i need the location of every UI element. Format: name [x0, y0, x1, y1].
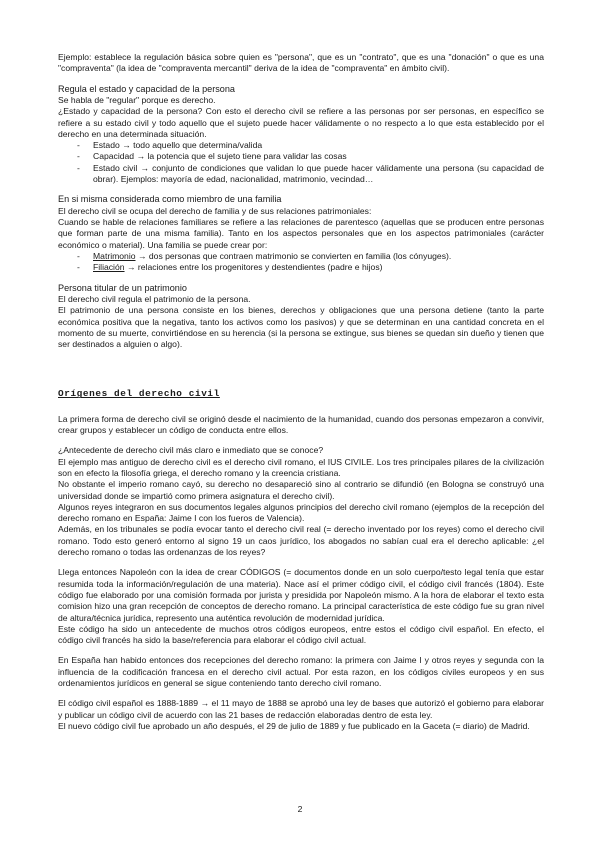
paragraph: Llega entonces Napoleón con la idea de crear CÓDIGOS (= documentos donde en un solo cuerpo/testo legal tenía que estar resumida toda la información/regulación de una materia). Nace así el primer código civil, el código civil francés (1804). Este código fue elaborado por una comisión formada por jurista y presidida por Napoleón mismo. A la hora de elaborar el texto esta comision hizo una gran recepción de conceptos de derecho romano. La principal característica de este código fue su gran nivel de altura/técnica jurídica, represento una auténtica revolución de modernidad jurídica.	[58, 567, 544, 623]
section-title-origenes: Orígenes del derecho civil	[58, 388, 220, 400]
bullet-list	[58, 251, 544, 274]
page-number: 2	[297, 804, 303, 814]
section-heading-familia: En si misma considerada como miembro de una familia	[58, 194, 282, 205]
paragraph: Además, en los tribunales se podía evocar tanto el derecho civil real (= derecho inventado por los reyes) como el derecho civil romano. Todo esto generó entorno al signo 19 un caos jurídico, los abogados no sabían cual era el derecho aplicable: ¿el derecho romano o todas las ordenanzas de los reyes?	[58, 524, 544, 558]
paragraph: El código civil español es 1888-1889 → el 11 mayo de 1888 se aprobó una ley de bases que autorizó el gobierno para elaborar y publicar un código civil de acuerdo con las 21 bases de redacción elaboradas dentro de esta ley.	[58, 698, 544, 720]
term-matrimonio: Matrimonio	[93, 250, 136, 261]
intro-example: Ejemplo: establece la regulación básica sobre quien es "persona", que es un "contrato", que es una "donación" o que es una "compraventa" (la idea de "compraventa mercantil" deriva de la idea de "compraventa" en ámbito civil).	[58, 52, 544, 74]
list-item: - Capacidad → la potencia que el sujeto tiene para validar las cosas	[77, 151, 347, 162]
document-page	[58, 52, 544, 732]
list-item: - Filiación → relaciones entre los progenitores y destendientes (padre e hijos)	[77, 262, 383, 273]
list-item: - Estado → todo aquello que determina/valida	[77, 140, 263, 151]
section-heading-patrimonio: Persona titular de un patrimonio	[58, 282, 187, 293]
bullet-list	[58, 140, 544, 185]
term-filiacion: Filiación	[93, 262, 125, 273]
paragraph: El patrimonio de una persona consiste en los bienes, derechos y obligaciones que una persona detiene (tanto la parte económica positiva que la negativa, tanto los activos como los pasivos) y que se determinan en una cantidad concreta en el momento de su muerte, convirtiéndose en su herencia (si la persona se extingue, sus bienes se quedan sin dueño y tienen que ser destinados a alguien o algo).	[58, 305, 544, 350]
paragraph: El nuevo código civil fue aprobado un año después, el 29 de julio de 1889 y fue publicado en la Gaceta (= diario) de Madrid.	[58, 720, 530, 731]
paragraph: Este código ha sido un antecedente de muchos otros códigos europeos, entre estos el código civil español. En efecto, el código civil francés ha sido la base/referencia para elaborar el código civil actual.	[58, 623, 544, 646]
section-heading-estado: Regula el estado y capacidad de la persona	[58, 83, 235, 94]
paragraph: El ejemplo mas antiguo de derecho civil es el derecho civil romano, el IUS CIVILE. Los tres principales pilares de la civilización son en efecto la filosofía griega, el derecho romano y la creencia cristiana.	[58, 456, 544, 478]
paragraph: El derecho civil se ocupa del derecho de familia y de sus relaciones patrimoniales:	[58, 205, 372, 216]
paragraph: En España han habido entonces dos recepciones del derecho romano: la primera con Jaime I y otros reyes y segunda con la influencia de la codificación francesa en el derecho civil actual. Por esta razon, en los códigos civiles europeos y en sus ordenamientos jurídicos en general se sigue conteniendo tanto derecho civil romano.	[58, 655, 544, 688]
paragraph: Cuando se hable de relaciones familiares se refiere a las relaciones de parentesco (aquellas que se producen entre personas que forman parte de una misma familia). Tanto en los aspectos personales que en los aspectos patrimoniales (carácter económico o material). Una familia se puede crear por:	[58, 217, 544, 250]
paragraph: No obstante el imperio romano cayó, su derecho no desapareció sino al contrario se difundió (en Bologna se construyó una universidad donde se impartió como primera asignatura el derecho civil).	[58, 479, 544, 501]
paragraph: Algunos reyes integraron en sus documentos legales algunos principios del derecho civil romano (ejemplos de la recepción del derecho romano en España: Jaime I con los fueros de Valencia).	[58, 501, 544, 524]
paragraph: La primera forma de derecho civil se originó desde el nacimiento de la humanidad, cuando dos personas empezaron a convivir, crear grupos y establecer un código de conducta entre ellos.	[58, 413, 544, 436]
list-item: - Estado civil → conjunto de condiciones que validan lo que puede hacer válidamente una persona (su capacidad de obrar). Ejemplos: mayoría de edad, nacionalidad, matrimonio, vecindad…	[77, 162, 544, 185]
paragraph: Se habla de "regular" porque es derecho.	[58, 95, 216, 105]
paragraph: ¿Antecedente de derecho civil más claro e inmediato que se conoce?	[58, 445, 324, 456]
list-item: - Matrimonio → dos personas que contraen matrimonio se convierten en familia (los cónyuges).	[77, 250, 452, 261]
paragraph: El derecho civil regula el patrimonio de la persona.	[58, 293, 251, 304]
paragraph: ¿Estado y capacidad de la persona? Con esto el derecho civil se refiere a las personas por ser personas, en específico se refiere a su estado civil y todo aquello que el sujeto puede hacer válidamente o no respecto a lo que esta establecido por el derecho en una determinada situación.	[58, 106, 544, 139]
